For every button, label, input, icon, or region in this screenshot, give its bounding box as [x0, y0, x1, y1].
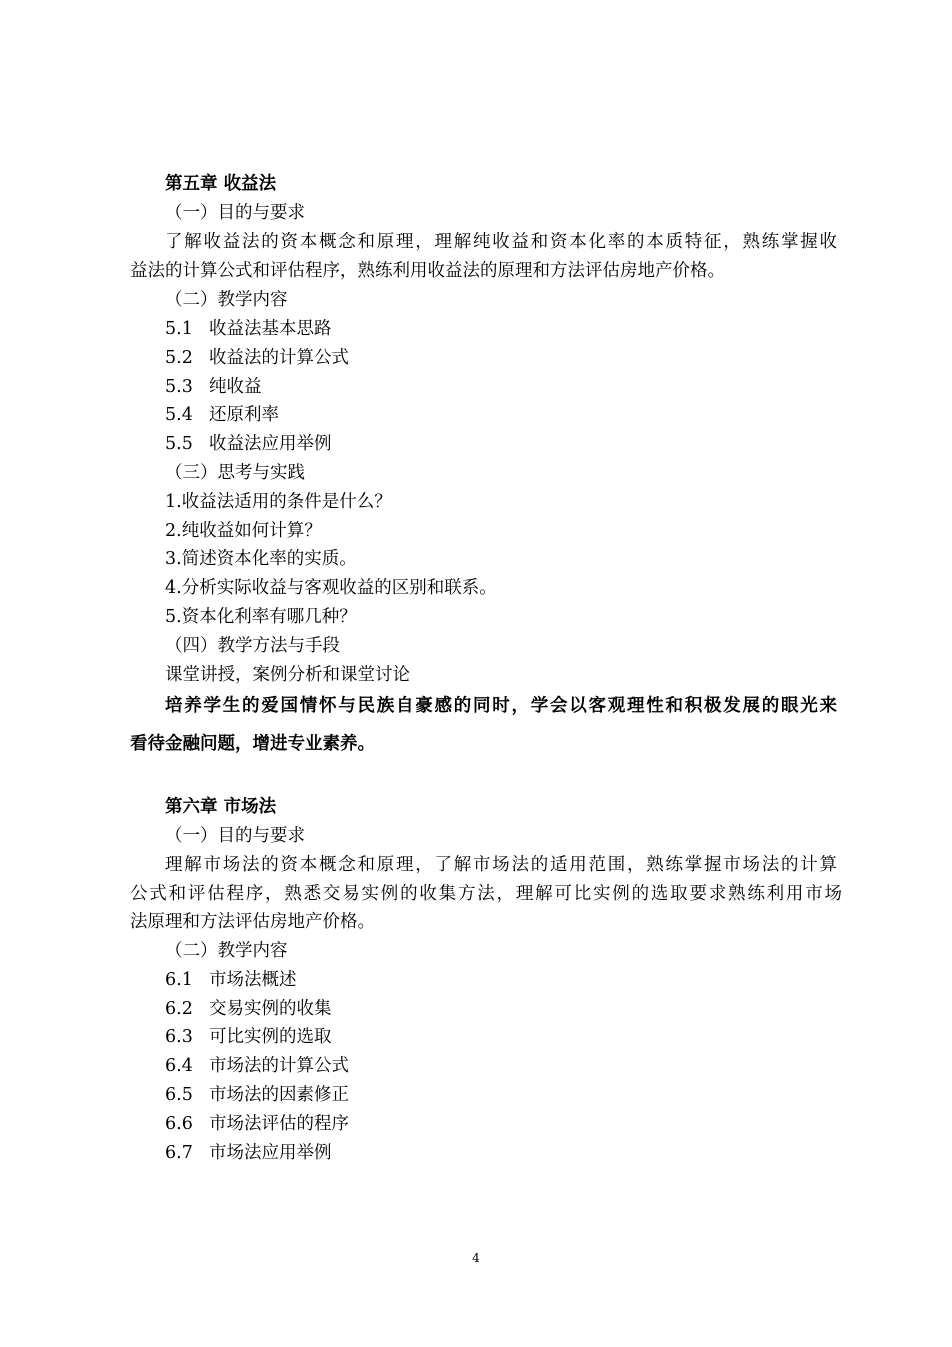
chapter5-content-item — [165, 432, 877, 456]
chapter5-practice-heading: （三）思考与实践 — [165, 463, 305, 483]
item-text: 收益法基本思路 — [209, 319, 332, 339]
chapter5-title: 第五章 收益法 — [165, 174, 277, 194]
item-text: 收益法的计算公式 — [209, 348, 349, 368]
chapter6-content-item — [165, 997, 877, 1021]
item-number: 5.4 — [165, 405, 193, 425]
item-text: 市场法评估的程序 — [209, 1114, 349, 1134]
chapter6-content-item — [165, 1112, 877, 1136]
item-number: 5.1 — [165, 319, 193, 339]
item-text: 市场法应用举例 — [209, 1143, 332, 1163]
chapter5-question: 4.分析实际收益与客观收益的区别和联系。 — [165, 578, 497, 598]
item-text: 纯收益 — [209, 377, 262, 397]
chapter6-content-item — [165, 968, 877, 992]
chapter5-content-item — [165, 317, 877, 341]
item-number: 6.2 — [165, 999, 193, 1019]
chapter5-goals-line2: 益法的计算公式和评估程序，熟练利用收益法的原理和方法评估房地产价格。 — [130, 261, 725, 281]
item-number: 5.3 — [165, 377, 193, 397]
item-number: 5.5 — [165, 434, 193, 454]
chapter5-goals-heading: （一）目的与要求 — [165, 203, 305, 223]
chapter5-question: 3.简述资本化率的实质。 — [165, 549, 357, 569]
item-number: 6.4 — [165, 1056, 193, 1076]
chapter5-content-item — [165, 346, 877, 370]
item-text: 交易实例的收集 — [209, 999, 332, 1019]
chapter5-ideology-line2: 看待金融问题，增进专业素养。 — [130, 734, 375, 754]
chapter5-goals-line1: 了解收益法的资本概念和原理，理解纯收益和资本化率的本质特征，熟练掌握收 — [165, 232, 837, 252]
chapter5-content-item — [165, 403, 877, 427]
item-text: 还原利率 — [209, 405, 279, 425]
item-number: 6.6 — [165, 1114, 193, 1134]
chapter6-content-heading: （二）教学内容 — [165, 941, 288, 961]
page-number: 4 — [472, 1251, 480, 1265]
chapter6-content-item — [165, 1025, 877, 1049]
chapter6-goals-heading: （一）目的与要求 — [165, 826, 305, 846]
item-text: 市场法概述 — [209, 970, 297, 990]
chapter5-ideology-line1: 培养学生的爱国情怀与民族自豪感的同时，学会以客观理性和积极发展的眼光来 — [165, 696, 837, 716]
chapter6-content-item — [165, 1083, 877, 1107]
chapter6-title: 第六章 市场法 — [165, 797, 277, 817]
chapter6-goals-line2: 公式和评估程序，熟悉交易实例的收集方法，理解可比实例的选取要求熟练利用市场 — [130, 884, 842, 904]
item-number: 5.2 — [165, 348, 193, 368]
item-text: 市场法的计算公式 — [209, 1056, 349, 1076]
item-number: 6.1 — [165, 970, 193, 990]
chapter6-content-item — [165, 1054, 877, 1078]
item-number: 6.3 — [165, 1027, 193, 1047]
chapter6-goals-line1: 理解市场法的资本概念和原理，了解市场法的适用范围，熟练掌握市场法的计算 — [165, 855, 837, 875]
chapter5-content-heading: （二）教学内容 — [165, 290, 288, 310]
chapter6-goals-line3: 法原理和方法评估房地产价格。 — [130, 912, 375, 932]
chapter6-content-item — [165, 1141, 877, 1165]
item-text: 可比实例的选取 — [209, 1027, 332, 1047]
item-number: 6.5 — [165, 1085, 193, 1105]
chapter5-content-item — [165, 375, 877, 399]
item-number: 6.7 — [165, 1143, 193, 1163]
chapter5-methods-heading: （四）教学方法与手段 — [165, 636, 340, 656]
chapter5-methods-text: 课堂讲授，案例分析和课堂讨论 — [165, 665, 410, 685]
chapter5-question: 1.收益法适用的条件是什么？ — [165, 492, 392, 512]
chapter5-question: 2.纯收益如何计算？ — [165, 521, 322, 541]
chapter5-question: 5.资本化利率有哪几种？ — [165, 607, 357, 627]
item-text: 收益法应用举例 — [209, 434, 332, 454]
item-text: 市场法的因素修正 — [209, 1085, 349, 1105]
